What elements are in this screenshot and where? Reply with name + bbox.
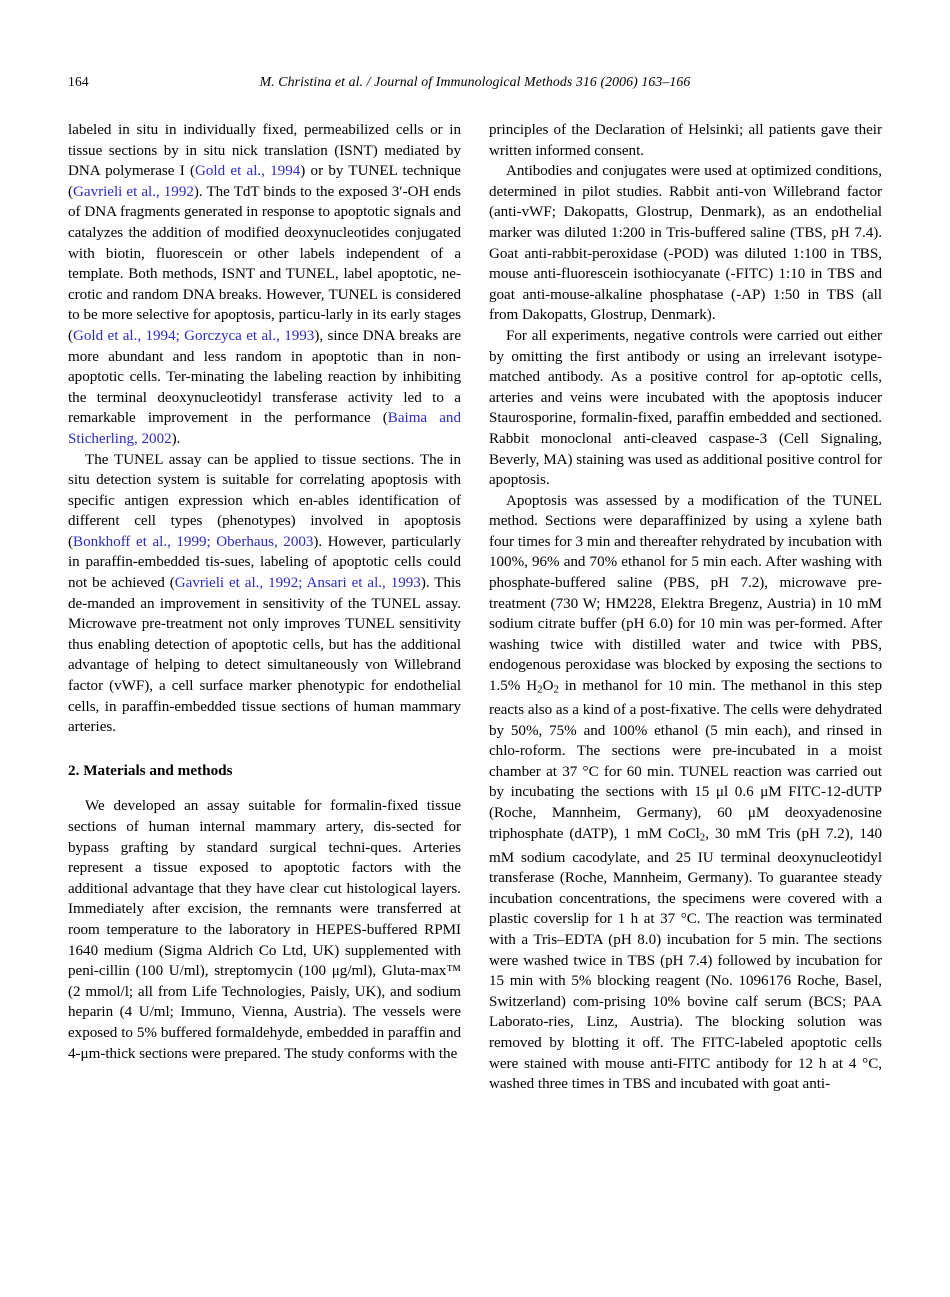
citation-bonkhoff-oberhaus[interactable]: Bonkhoff et al., 1999; Oberhaus, 2003 <box>73 533 314 550</box>
paragraph-6: For all experiments, negative controls were carried out either by omitting the first antibody or using an irrelevant isotype-matched antibody. As a positive control for ap-optotic cells, arteries and veins were incubated with the apoptosis inducer Staurosporine, formalin-fixed, paraffin embedded and sectioned. Rabbit monoclonal anti-cleaved caspase-3 (Cell Signaling, Beverly, MA) staining was used as additional positive control for apoptosis. <box>489 327 882 489</box>
paragraph-4: principles of the Declaration of Helsinki; all patients gave their written informed consent. <box>489 122 882 159</box>
right-column <box>489 120 882 1095</box>
spacer-before-heading <box>68 738 461 761</box>
paragraph-5: Antibodies and conjugates were used at optimized conditions, determined in pilot studies. Rabbit anti-von Willebrand factor (anti-vWF; Dakopatts, Glostrup, Denmark), as an endothelial marker was diluted 1:200 in Tris-buffered saline (TBS, pH 7.4). Goat anti-rabbit-peroxidase (-POD) was diluted 1:100 in TBS, mouse anti-fluorescein isothiocyanate (-FITC) 1:10 in TBS and goat anti-mouse-alkaline phosphatase (-AP) 1:50 in TBS (all from Dakopatts, Glostrup, Denmark). <box>489 163 882 324</box>
left-column <box>68 120 461 1064</box>
paragraph-3: We developed an assay suitable for formalin-fixed tissue sections of human internal mammary artery, dis-sected for bypass grafting by standard surgical techni-ques. Arteries represent a tissue exposed to apoptotic factors with the additional advantage that they have clear cut histological layers. Immediately after excision, the remnants were transferred at room temperature to the laboratory in HEPES-buffered RPMI 1640 medium (Sigma Aldrich Co Ltd, UK) supplemented with peni-cillin (100 U/ml), streptomycin (100 μg/ml), Gluta-max™ (2 mmol/l; all from Life Technologies, Paisly, UK), and sodium heparin (4 U/ml; Immuno, Vienna, Austria). The vessels were exposed to 5% buffered formaldehyde, embedded in paraffin and 4-μm-thick sections were prepared. The study conforms with the <box>68 798 461 1062</box>
citation-gold-gorczyca[interactable]: Gold et al., 1994; Gorczyca et al., 1993 <box>73 327 315 344</box>
body-columns <box>68 120 882 1270</box>
page-number: 164 <box>68 74 89 89</box>
paragraph-1: labeled in situ in individually fixed, permeabilized cells or in tissue sections by in situ nick translation (ISNT) mediated by DNA polymerase I (Gold et al., 1994) or by TUNEL technique (Gavrieli et al., 1992). The TdT binds to the exposed 3′-OH ends of DNA fragments generated in response to apoptotic signals and catalyzes the addition of modified deoxynucleotides conjugated with biotin, fluorescein or other labels independent of a template. Both methods, ISNT and TUNEL, label apoptotic, ne-crotic and random DNA breaks. However, TUNEL is considered to be more selective for apoptosis, particu-larly in its early stages (Gold et al., 1994; Gorczyca et al., 1993), since DNA breaks are more abundant and less random in apoptotic than in non-apoptotic cells. Ter-minating the labeling reaction by inhibiting the terminal deoxynucleotidyl transferase activity led to a remarkable improvement in the performance (Baima and Sticherling, 2002). <box>68 122 461 447</box>
spacer-after-heading <box>68 781 461 796</box>
citation-gavrieli-ansari[interactable]: Gavrieli et al., 1992; Ansari et al., 1993 <box>174 575 421 592</box>
paragraph-7: Apoptosis was assessed by a modification of the TUNEL method. Sections were deparaffinized by using a xylene bath four times for 3 min and thereafter rehydrated by incubation with 100%, 96% and 70% ethanol for 5 min each. After washing with phosphate-buffered saline (PBS, pH 7.2), microwave pre-treatment (730 W; HM228, Elektra Bregenz, Austria) in 10 mM sodium citrate buffer (pH 6.0) for 10 min was per-formed. After washing twice with distilled water and twice with PBS, endogenous peroxidase was blocked by exposing the sections to 1.5% $H_2O_2$ in methanol for 10 min. The methanol in this step reacts also as a kind of a post-fixative. The cells were dehydrated by 50%, 75% and 100% ethanol (5 min each), and rinsed in chlo-roform. The sections were pre-incubated in a moist chamber at 37 °C for 60 min. TUNEL reaction was carried out by incubating the sections with 15 μl 0.6 μM FITC-12-dUTP (Roche, Mannheim, Germany), 60 μM deoxyadenosine triphosphate (dATP), 1 mM CoCl$_2$, 30 mM Tris (pH 7.2), 140 mM sodium cacodylate, and 25 IU terminal deoxynucleotidyl transferase (Roche, Mannheim, Germany). To guarantee steady incubation concentrations, the specimens were covered with a plastic coverslip for 1 h at 37 °C. The reaction was terminated with a Tris–EDTA (pH 8.0) incubation for 5 min. The sections were washed twice in TBS (pH 7.4) followed by incubation for 15 min with 5% blocking reagent (No. 1096176 Roche, Basel, Switzerland) com-prising 10% bovine calf serum (BCS; PAA Laborato-ries, Linz, Austria). The blocking solution was removed by blotting it off. The FITC-labeled apoptotic cells were stained with mouse anti-FITC antibody for 12 h at 4 °C, washed three times in TBS and incubated with goat anti- <box>489 492 883 1093</box>
citation-baima-sticherling-2002[interactable]: Baima and Sticherling, 2002 <box>68 410 461 447</box>
paragraph-2: The TUNEL assay can be applied to tissue sections. The in situ detection system is suitable for correlating apoptosis with specific antigen expression which en-ables identification of different cell types (phenotypes) involved in apoptosis (Bonkhoff et al., 1999; Oberhaus, 2003). However, particularly in paraffin-embedded tis-sues, labeling of apoptotic cells could not be achieved (Gavrieli et al., 1992; Ansari et al., 1993). This de-manded an improvement in sensitivity of the TUNEL assay. Microwave pre-treatment not only improves TUNEL sensitivity thus enabling detection of apoptotic cells, but has the additional advantage of helping to detect simultaneously von Willebrand factor (vWF), a cell surface marker phenotypic for endothelial cells, in paraffin-embedded tissue sections of human mammary arteries. <box>68 451 462 736</box>
journal-reference-title: M. Christina et al. / Journal of Immunological Methods 316 (2006) 163–166 <box>259 74 691 89</box>
citation-gavrieli-1992[interactable]: Gavrieli et al., 1992 <box>73 183 194 200</box>
section-heading-materials-and-methods: 2. Materials and methods <box>68 761 233 779</box>
citation-gold-1994[interactable]: Gold et al., 1994 <box>195 163 301 180</box>
running-head <box>68 74 882 94</box>
